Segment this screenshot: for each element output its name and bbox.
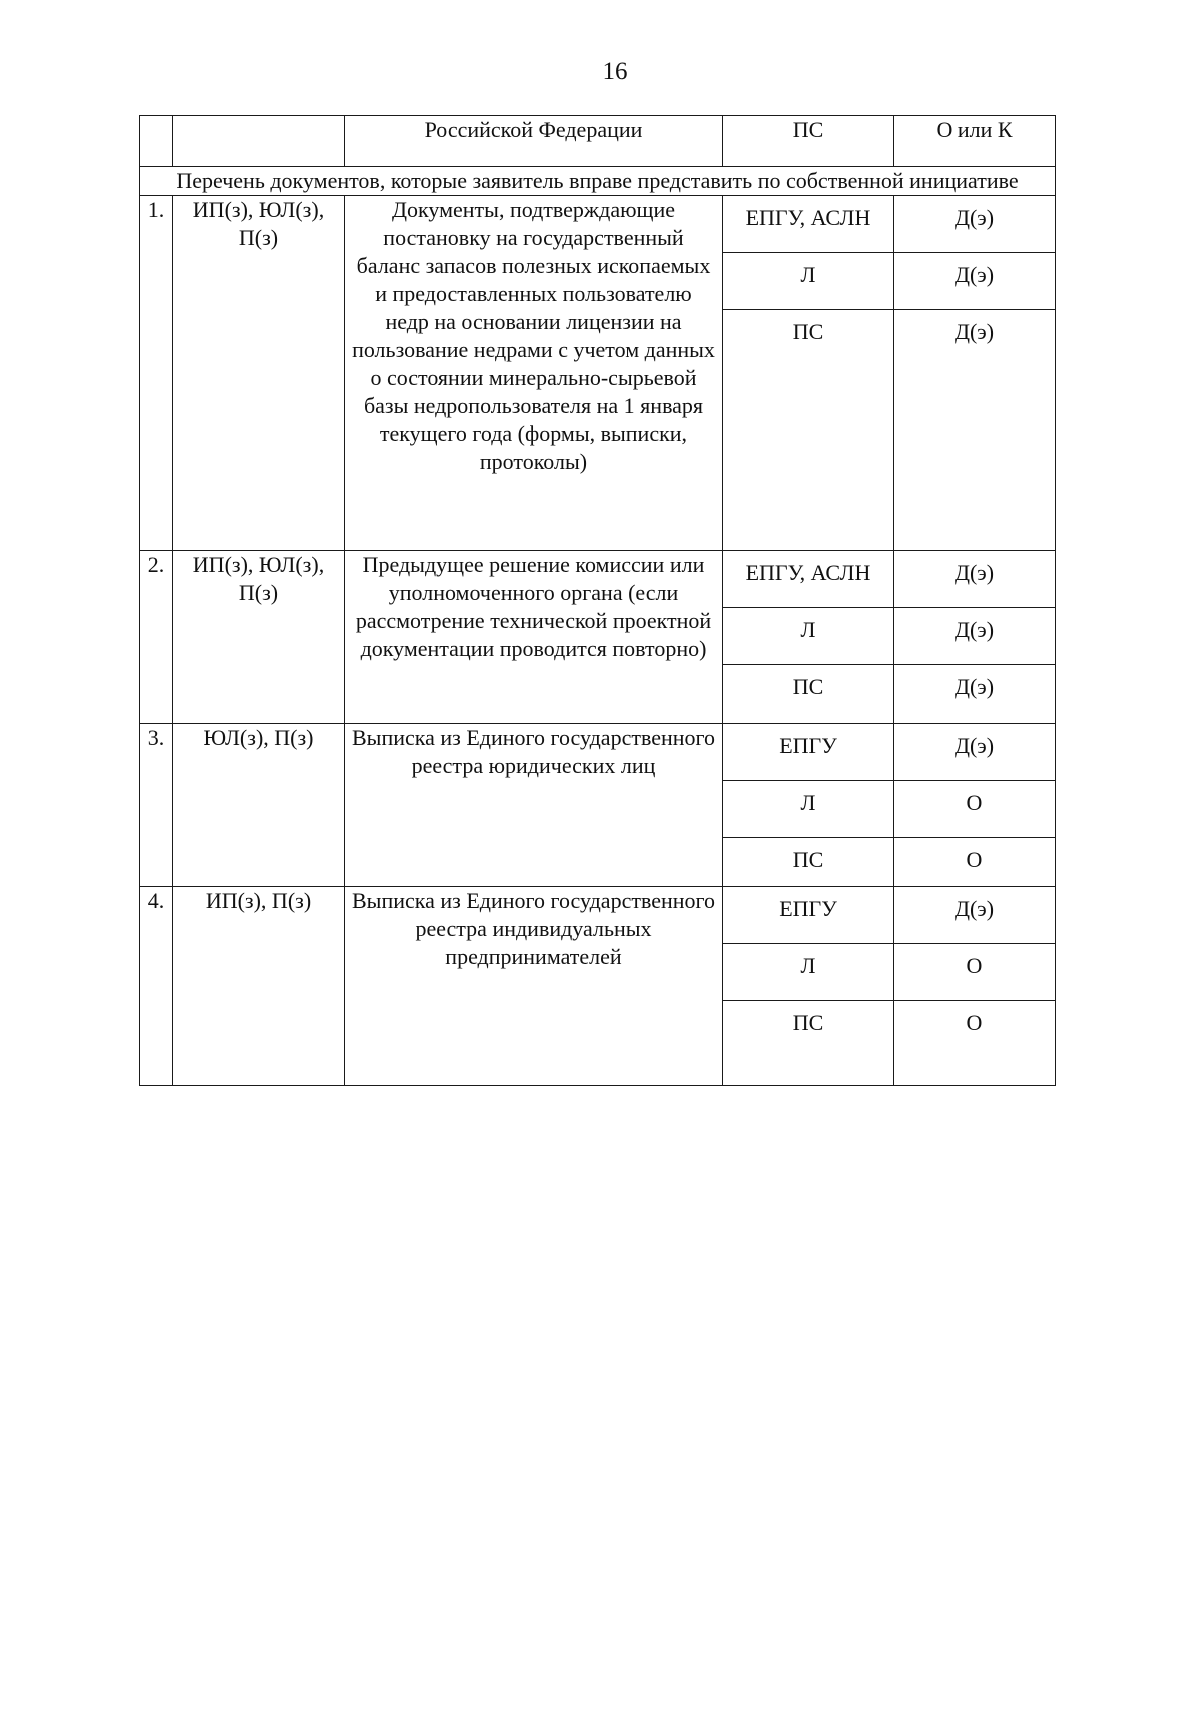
format-cell: О — [894, 838, 1056, 887]
format-cell: Д(э) — [894, 665, 1056, 724]
description-cell: Выписка из Единого государственного реестра индивидуальных предпринимателей — [345, 887, 723, 1086]
format-cell: О — [894, 781, 1056, 838]
row-number: 2. — [140, 551, 173, 724]
description-cell: Выписка из Единого государственного реестра юридических лиц — [345, 724, 723, 887]
continued-header-row — [140, 116, 1056, 167]
applicant-cell: ИП(з), ЮЛ(з), П(з) — [173, 551, 345, 724]
source-cell: ЕПГУ — [723, 887, 894, 944]
header-num-cell — [140, 116, 173, 167]
table-row — [140, 887, 1056, 944]
format-cell: Д(э) — [894, 253, 1056, 310]
source-cell: Л — [723, 944, 894, 1001]
format-cell: О — [894, 1001, 1056, 1086]
description-cell: Документы, подтверждающие постановку на государственный баланс запасов полезных ископаемых и предоставленных пользователю недр на основании лицензии на пользование недрами с учетом данных о состоянии минерально-сырьевой базы недропользователя на 1 января текущего года (формы, выписки, протоколы) — [345, 196, 723, 551]
header-description-cell: Российской Федерации — [345, 116, 723, 167]
source-cell: ПС — [723, 838, 894, 887]
source-cell: ПС — [723, 1001, 894, 1086]
source-cell: ЕПГУ, АСЛН — [723, 551, 894, 608]
format-cell: Д(э) — [894, 724, 1056, 781]
page-number: 16 — [602, 58, 628, 85]
format-cell: Д(э) — [894, 551, 1056, 608]
format-cell: Д(э) — [894, 608, 1056, 665]
format-cell: О — [894, 944, 1056, 1001]
row-number: 4. — [140, 887, 173, 1086]
source-cell: Л — [723, 253, 894, 310]
table-row — [140, 196, 1056, 253]
description-cell: Предыдущее решение комиссии или уполномоченного органа (если рассмотрение технической проектной документации проводится повторно) — [345, 551, 723, 724]
source-cell: Л — [723, 608, 894, 665]
source-cell: ПС — [723, 665, 894, 724]
source-cell: ЕПГУ, АСЛН — [723, 196, 894, 253]
header-format-cell: О или К — [894, 116, 1056, 167]
applicant-cell: ИП(з), ЮЛ(з), П(з) — [173, 196, 345, 551]
section-title: Перечень документов, которые заявитель вправе представить по собственной инициативе — [140, 167, 1056, 196]
header-source-cell: ПС — [723, 116, 894, 167]
format-cell: Д(э) — [894, 196, 1056, 253]
header-applicant-cell — [173, 116, 345, 167]
row-number: 1. — [140, 196, 173, 551]
format-cell: Д(э) — [894, 310, 1056, 551]
format-cell: Д(э) — [894, 887, 1056, 944]
table-row — [140, 724, 1056, 781]
source-cell: ПС — [723, 310, 894, 551]
section-title-row — [140, 167, 1056, 196]
applicant-cell: ИП(з), П(з) — [173, 887, 345, 1086]
row-number: 3. — [140, 724, 173, 887]
applicant-cell: ЮЛ(з), П(з) — [173, 724, 345, 887]
documents-table — [139, 115, 1056, 1086]
table-row — [140, 551, 1056, 608]
source-cell: ЕПГУ — [723, 724, 894, 781]
source-cell: Л — [723, 781, 894, 838]
